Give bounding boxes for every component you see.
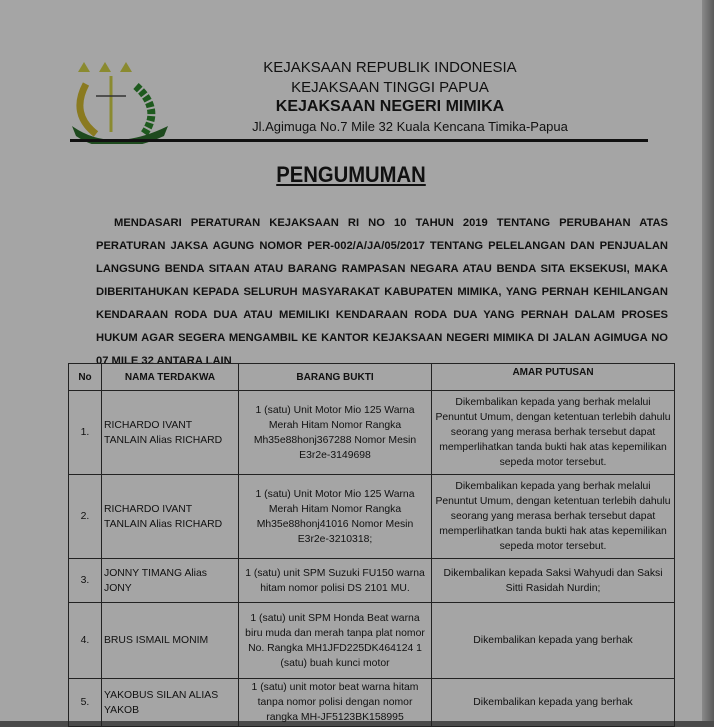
header-no: No [69,364,102,391]
header-line-3: KEJAKSAAN NEGERI MIMIKA [275,98,505,115]
cell-barang: 1 (satu) Unit Motor Mio 125 Warna Merah Hitam Nomor Rangka Mh35e88honj367288 Nomor Mesin E3r2e-3149698 [239,391,432,475]
evidence-table [68,363,675,727]
cell-amar: Dikembalikan kepada yang berhak [432,603,675,679]
kejaksaan-logo [66,54,176,144]
cell-no: 2. [69,475,102,559]
announcement-paragraph: MENDASARI PERATURAN KEJAKSAAN RI NO 10 TAHUN 2019 TENTANG PERUBAHAN ATAS PERATURAN JAKSA AGUNG NOMOR PER-002/A/JA/05/2017 TENTANG PELELANGAN DAN PENJUALAN LANGSUNG BENDA SITAAN ATAU BARANG RAMPASAN NEGARA ATAU BENDA SITA EKSEKUSI, MAKA DIBERITAHUKAN KEPADA SELURUH MASYARAKAT KABUPATEN MIMIKA, YANG PERNAH KEHILANGAN KENDARAAN RODA DUA ATAU MEMILIKI KENDARAAN RODA DUA YANG PERNAH DALAM PROSES HUKUM AGAR SEGERA MENGAMBIL KE KANTOR KEJAKSAAN NEGERI MIMIKA DI JALAN AGIMUGA NO 07 MILE 32 ANTARA LAIN [96,217,668,367]
cell-no: 1. [69,391,102,475]
cell-nama: BRUS ISMAIL MONIM [102,603,239,679]
cell-nama: RICHARDO IVANT TANLAIN Alias RICHARD [102,475,239,559]
table-row [69,603,675,679]
cell-barang: 1 (satu) Unit Motor Mio 125 Warna Merah Hitam Nomor Rangka Mh35e88honj41016 Nomor Mesin E3r2e-3210318; [239,475,432,559]
header-address: Jl.Agimuga No.7 Mile 32 Kuala Kencana Timika-Papua [252,119,568,134]
header-nama: NAMA TERDAKWA [102,364,239,391]
cell-no: 5. [69,679,102,727]
header-divider [70,139,648,142]
table-row [69,559,675,603]
cell-nama: RICHARDO IVANT TANLAIN Alias RICHARD [102,391,239,475]
cell-nama: JONNY TIMANG Alias JONY [102,559,239,603]
cell-amar: Dikembalikan kepada Saksi Wahyudi dan Saksi Sitti Rasidah Nurdin; [432,559,675,603]
cell-no: 4. [69,603,102,679]
header-barang: BARANG BUKTI [239,364,432,391]
cell-barang: 1 (satu) unit SPM Honda Beat warna biru muda dan merah tanpa plat nomor No. Rangka MH1JFD225DK464124 1 (satu) buah kunci motor [239,603,432,679]
table-header-row [69,364,675,391]
cell-no: 3. [69,559,102,603]
header-line-1: KEJAKSAAN REPUBLIK INDONESIA [263,59,517,76]
table-row [69,475,675,559]
cell-barang: 1 (satu) unit SPM Suzuki FU150 warna hitam nomor polisi DS 2101 MU. [239,559,432,603]
cell-amar: Dikembalikan kepada yang berhak [432,679,675,727]
cell-amar: Dikembalikan kepada yang berhak melalui Penuntut Umum, dengan ketentuan terlebih dahulu seorang yang merasa berhak tersebut dapat memperlihatkan tanda bukti hak atas kepemilikan sepeda motor tersebut. [432,475,675,559]
table-row [69,679,675,727]
cell-nama: YAKOBUS SILAN ALIAS YAKOB [102,679,239,727]
table-row [69,391,675,475]
header-amar: AMAR PUTUSAN [432,364,675,391]
page-title: PENGUMUMAN [276,162,426,187]
header-line-2: KEJAKSAAN TINGGI PAPUA [291,79,489,96]
cell-barang: 1 (satu) unit motor beat warna hitam tanpa nomor polisi dengan nomor rangka MH-JF5123BK158995 [239,679,432,727]
page-edge-shadow [702,0,714,721]
cell-amar: Dikembalikan kepada yang berhak melalui Penuntut Umum, dengan ketentuan terlebih dahulu seorang yang merasa berhak tersebut dapat memperlihatkan tanda bukti hak atas kepemilikan sepeda motor tersebut. [432,391,675,475]
